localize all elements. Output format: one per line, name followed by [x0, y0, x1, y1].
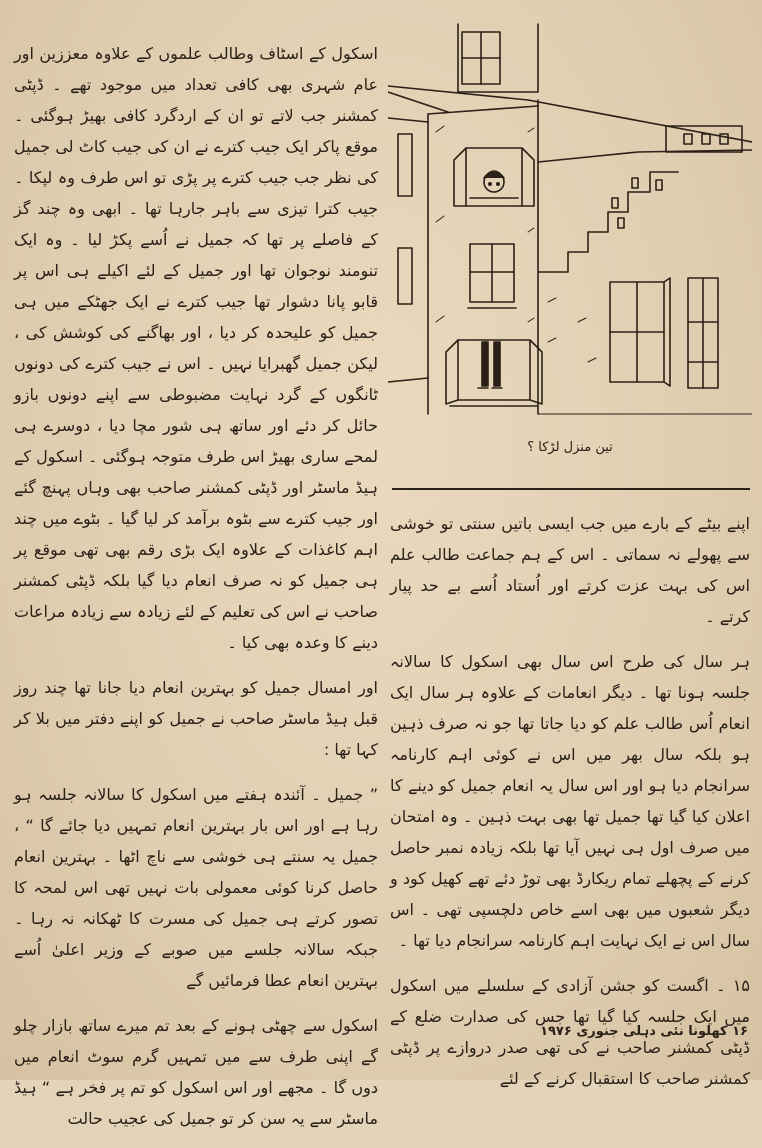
illustration-caption: تین منزل لڑکا ؟: [527, 440, 613, 455]
left-paragraph-2: اور امسال جمیل کو بہترین انعام دیا جانا تھا چند روز قبل ہیڈ ماسٹر صاحب نے جمیل کو اپنے دفتر میں بلا کر کہا تھا :: [14, 678, 378, 759]
left-text-column: [14, 38, 378, 1148]
left-paragraph-3: ” جمیل ۔ آئندہ ہفتے میں اسکول کا سالانہ جلسہ ہو رہا ہے اور اس بار بہترین انعام تمہیں دیا جائے گا “ ، جمیل یہ سنتے ہی خوشی سے ناچ اٹھا ۔ بہترین انعام حاصل کرنا کوئی معمولی بات نہیں تھی اس لمحہ کا تصور کرتے ہی جمیل کی مسرت کا ٹھکانہ نہ رہا ۔ جبکہ سالانہ جلسے میں صوبے کے وزیر اعلیٰ اُسے بہترین انعام عطا فرمائیں گے: [14, 785, 378, 990]
building-illustration: [388, 22, 752, 442]
right-paragraph-3: ۱۵ ۔ اگست کو جشن آزادی کے سلسلے میں اسکول میں ایک جلسہ کیا گیا تھا جس کی صدارت ضلع کے ڈپٹی کمشنر صاحب نے کی تھی صدر دروازے پر ڈپٹی کمشنر صاحب کا استقبال کرنے کے لئے: [390, 976, 750, 1088]
section-divider: [392, 488, 750, 490]
right-text-column: [390, 508, 750, 1108]
right-paragraph-1: اپنے بیٹے کے بارے میں جب ایسی باتیں سنتی تو خوشی سے پھولے نہ سماتی ۔ اس کے ہم جماعت طالب علم اس کی بہت عزت کرتے اور اُستاد اُسے بے حد پیار کرتے ۔: [390, 514, 750, 626]
left-paragraph-4: اسکول سے چھٹی ہونے کے بعد تم میرے ساتھ بازار چلو گے اپنی طرف سے میں تمہیں گرم سوٹ انعام میں دوں گا ۔ مجھے اور اس اسکول کو تم پر فخر ہے “ ہیڈ ماسٹر سے یہ سن کر تو جمیل کی عجیب حالت: [14, 1016, 378, 1128]
right-paragraph-2: ہر سال کی طرح اس سال بھی اسکول کا سالانہ جلسہ ہونا تھا ۔ دیگر انعامات کے علاوہ ہر سال ایک انعام اُس طالب علم کو دیا جاتا تھا جو نہ صرف ذہین ہو بلکہ سال بھر میں اس نے کوئی اہم کارنامہ سرانجام دیا ہو اور اس سال یہ انعام جمیل کو دینے کا اعلان کیا گیا تھا جمیل تھا بھی بہت ذہین ۔ وہ امتحان میں صرف اول ہی نہیں آیا تھا بلکہ زیادہ نمبر حاصل کرنے کے پچھلے تمام ریکارڈ بھی توڑ دئے تھے کھیل کود و دیگر شعبوں میں بھی اسے خاص دلچسپی تھی ۔ اس سال اس نے ایک نہایت اہم کارنامہ سرانجام دیا تھا ۔: [390, 652, 750, 950]
page-footer: ۱۶ کھلونا نئی دہلی جنوری ۱۹۷۶: [540, 1024, 748, 1039]
left-paragraph-1: اسکول کے اسٹاف وطالب علموں کے علاوہ معززین اور عام شہری بھی کافی تعداد میں موجود تھے ۔ ڈپٹی کمشنر جب لاتے تو ان کے اردگرد کافی بھیڑ ہوگئی ۔ موقع پاکر ایک جیب کترے نے ان کی جیب کاٹ لی جمیل کی نظر جب جیب کترے پر پڑی تو اس طرف وہ لپکا ۔ جیب کترا تیزی سے باہر جارہا تھا ۔ ابھی وہ چند گز کے فاصلے پر تھا کہ جمیل نے اُسے پکڑ لیا ۔ وہ ایک تنومند نوجوان تھا اور جمیل کے لئے اکیلے ہی اس پر قابو پانا دشوار تھا جیب کترے نے ایک جھٹکے میں ہی جمیل کو علیحدہ کر دیا ، اور بھاگنے کی کوشش کی ، لیکن جمیل گھبرایا نہیں ۔ اس نے جیب کترے کی دونوں ٹانگوں کے گرد نہایت مضبوطی سے اپنے دونوں بازو حائل کر دئے اور ساتھ ہی شور مچا دیا ، دوسرے ہی لمحے ساری بھیڑ اس طرف متوجہ ہوگئی ۔ اسکول کے ہیڈ ماسٹر اور ڈپٹی کمشنر صاحب بھی وہاں پہنچ گئے اور جیب کترے سے بٹوہ برآمد کر لیا گیا ۔ بٹوے میں چند اہم کاغذات کے علاوہ ایک بڑی رقم بھی تھی موقع پر ہی جمیل کو نہ صرف انعام دیا گیا بلکہ ڈپٹی کمشنر صاحب نے اس کی تعلیم کے لئے زیادہ سے زیادہ مراعات دینے کا وعدہ بھی کیا ۔: [14, 44, 378, 652]
